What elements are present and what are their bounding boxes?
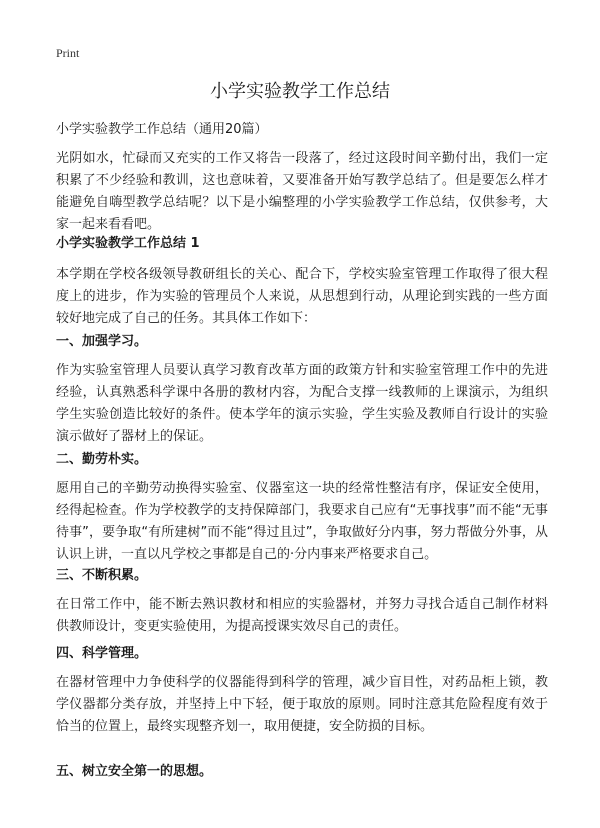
- item-paragraph-3: 在日常工作中，能不断去熟识教材和相应的实验器材，并努力寻找合适自己制作材料供教师设计，变更实验使用，为提高授课实效尽自己的责任。: [56, 597, 548, 634]
- item-heading-5: 五、树立安全第一的思想。: [56, 764, 213, 779]
- item-paragraph-2: 愿用自己的辛勤劳动换得实验室、仪器室这一块的经常性整洁有序，保证安全使用，经得起检查。作为学校教学的支持保障部门，我要求自己应有“无事找事”而不能“无事待事”，要争取“有所建树”而不能“得过且过”，争取做好分内事，努力帮做分外事，从认识上讲，一直以凡学校之事都是自己的·分内事来严格要求自己。: [56, 481, 548, 562]
- item-paragraph-4: 在器材管理中力争使科学的仪器能得到科学的管理，减少盲目性，对药品柜上锁，教学仪器都分类存放，并坚持上中下轻，便于取放的原则。同时注意其危险程度有效于恰当的位置上，最终实现整齐划一，取用便捷，安全防损的目标。: [56, 675, 548, 734]
- section-intro-paragraph: 本学期在学校各级领导教研组长的关心、配合下，学校实验室管理工作取得了很大程度上的进步，作为实验的管理员个人来说，从思想到行动，从理论到实践的一些方面较好地完成了自己的任务。其具体工作如下：: [56, 267, 548, 326]
- item-heading-2: 二、勤劳朴实。: [56, 452, 148, 467]
- document-subtitle: 小学实验教学工作总结（通用20篇）: [56, 122, 268, 137]
- page-title: 小学实验教学工作总结: [210, 81, 390, 102]
- item-heading-1: 一、加强学习。: [56, 334, 148, 349]
- section-heading: 小学实验教学工作总结 1: [56, 236, 200, 251]
- item-heading-4: 四、科学管理。: [56, 646, 148, 661]
- item-heading-3: 三、不断积累。: [56, 568, 148, 583]
- print-link[interactable]: Print: [56, 46, 80, 60]
- intro-paragraph: 光阴如水，忙碌而又充实的工作又将告一段落了，经过这段时间辛勤付出，我们一定积累了不少经验和教训，这也意味着，又要准备开始写教学总结了。但是要怎么样才能避免自嗨型教学总结呢？以下是小编整理的小学实验教学工作总结，仅供参考，大家一起来看看吧。: [56, 151, 548, 232]
- item-paragraph-1: 作为实验室管理人员要认真学习教育改革方面的政策方针和实验室管理工作中的先进经验，认真熟悉科学课中各册的教材内容，为配合支撑一线教师的上课演示，为组织学生实验创造比较好的条件。使本学年的演示实验，学生实验及教师自行设计的实验演示做好了器材上的保证。: [56, 363, 548, 444]
